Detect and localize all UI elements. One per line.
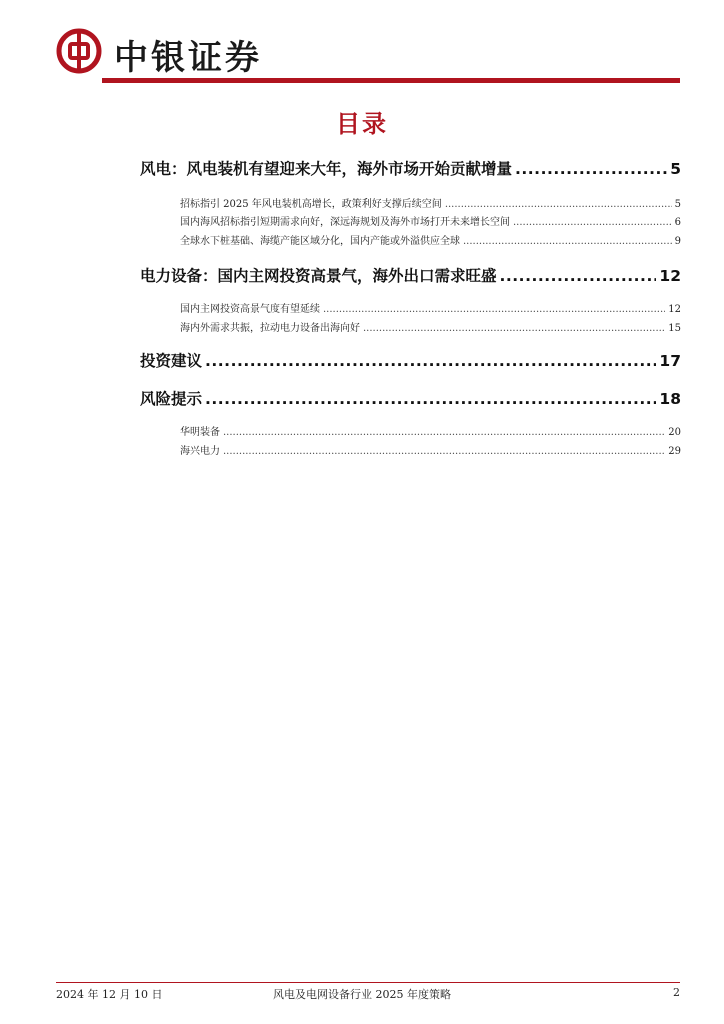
toc-entry[interactable] <box>140 264 681 286</box>
toc-entry-page: 12 <box>659 267 681 285</box>
toc-entry[interactable] <box>180 300 681 315</box>
toc-entry-page: 12 <box>668 304 681 315</box>
page-header <box>56 28 686 76</box>
toc-leader-dots <box>515 160 667 178</box>
toc-leader-dots <box>205 352 656 370</box>
bank-of-china-logo-icon <box>56 28 102 74</box>
footer-report-title: 风电及电网设备行业 2025 年度策略 <box>273 988 451 1001</box>
toc-entry[interactable] <box>140 349 681 371</box>
toc-entry-label: 海兴电力 <box>180 446 220 457</box>
toc-entry-page: 15 <box>668 323 681 334</box>
toc-entry-label: 招标指引 2025 年风电装机高增长，政策利好支撑后续空间 <box>180 199 442 210</box>
toc-entry[interactable] <box>180 423 681 438</box>
toc-entry-page: 5 <box>674 199 681 210</box>
toc-entry-page: 29 <box>668 446 681 457</box>
toc-entry-label: 海内外需求共振，拉动电力设备出海向好 <box>180 323 360 334</box>
toc-entry[interactable] <box>140 157 681 179</box>
toc-entry-page: 6 <box>674 217 681 228</box>
brand-name: 中银证券 <box>114 38 262 78</box>
footer-page-number: 2 <box>673 986 680 999</box>
footer-date: 2024 年 12 月 10 日 <box>56 988 163 1001</box>
toc-entry[interactable] <box>180 442 681 457</box>
toc-entry-label: 风电：风电装机有望迎来大年，海外市场开始贡献增量 <box>140 160 513 178</box>
toc-entry[interactable] <box>180 195 681 210</box>
toc-leader-dots <box>205 390 656 408</box>
toc-entry-page: 18 <box>659 390 681 408</box>
toc-entry-page: 17 <box>659 352 681 370</box>
toc-leader-dots <box>323 304 665 315</box>
toc-entry-page: 9 <box>674 236 681 247</box>
toc-entry-label: 投资建议 <box>140 352 203 370</box>
toc-entry-label: 国内海风招标指引短期需求向好，深远海规划及海外市场打开未来增长空间 <box>180 217 510 228</box>
toc-entry[interactable] <box>180 319 681 334</box>
toc-leader-dots <box>223 446 665 457</box>
toc-leader-dots <box>363 323 665 334</box>
toc-entry-label: 国内主网投资高景气度有望延续 <box>180 304 320 315</box>
toc-entry-label: 全球水下桩基础、海缆产能区域分化，国内产能或外溢供应全球 <box>180 236 460 247</box>
toc-entry-page: 20 <box>668 427 681 438</box>
toc-entry-label: 华明装备 <box>180 427 220 438</box>
footer-divider <box>56 982 680 983</box>
toc-leader-dots <box>463 236 672 247</box>
toc-entry[interactable] <box>180 213 681 228</box>
toc-leader-dots <box>513 217 672 228</box>
toc-entry-page: 5 <box>670 160 681 178</box>
toc-entry-label: 风险提示 <box>140 390 203 408</box>
header-divider <box>102 78 680 83</box>
toc-leader-dots <box>445 199 672 210</box>
toc-entry-label: 电力设备：国内主网投资高景气，海外出口需求旺盛 <box>140 267 497 285</box>
toc-entry[interactable] <box>180 232 681 247</box>
toc-title: 目录 <box>336 110 388 138</box>
toc-leader-dots <box>223 427 665 438</box>
toc-leader-dots <box>500 267 657 285</box>
toc-entry[interactable] <box>140 387 681 409</box>
